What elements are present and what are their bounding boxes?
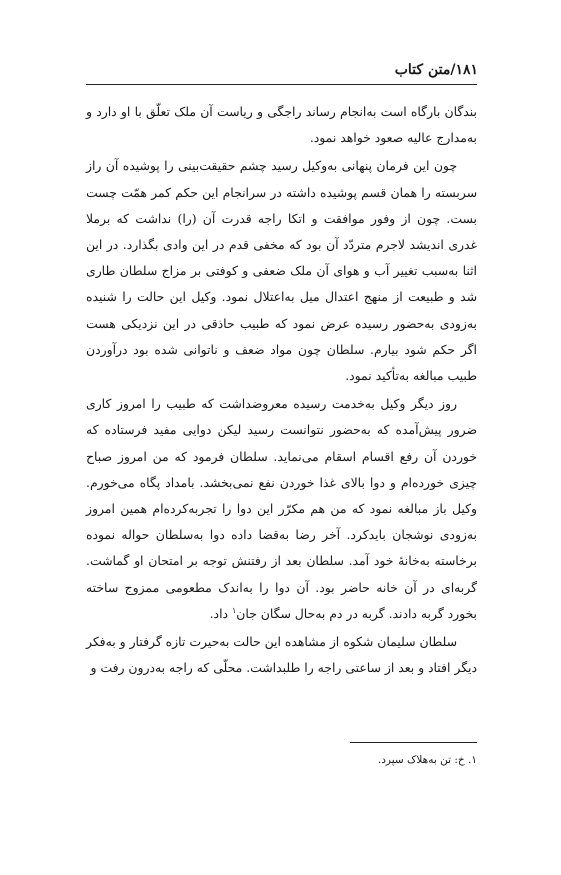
paragraph xyxy=(86,629,477,681)
footnote-rule xyxy=(350,742,477,743)
paragraph-text: سلطان سلیمان شکوه از مشاهده این حالت به‌حیرت تازه گرفتار و به‌فکر دیگر افتاد و بعد از ساعتی راجه را طلبداشت. محلّی که راجه به‌درون رفت و xyxy=(86,634,477,676)
paragraph-text: چون این فرمان پنهانی به‌وکیل رسید چشم حقیقت‌بینی را پوشیده آن راز سربسته را همان قسم پوشیده داشته در سرانجام این حکم کمر همّت چست بست. چون از وفور موافقت و اتکا راجه قدرت آن (را) نداشت که برملا غدری اندیشد لاجرم متردّد آن بود که مخفی قدم در این وادی بگذارد. در این اثنا به‌سبب تغییر آب و هوای آن ملک ضعفی و کوفتی بر مزاج سلطان طاری شد و طبیعت از منهج اعتدال میل به‌اعتلال نمود. وکیل این حالت را شنیده به‌زودی به‌حضور رسیده عرض نمود که طبیب حاذقی در این نزدیکی هست اگر حکم شود بیارم. سلطان چون مواد ضعف و ناتوانی شده بود درآوردن طبیب مبالغه به‌تأکید نمود. xyxy=(86,158,477,384)
paragraph xyxy=(86,391,477,627)
running-header xyxy=(86,62,478,84)
paragraph-tail: داد. xyxy=(209,605,232,621)
main-text xyxy=(86,99,477,681)
paragraph xyxy=(86,99,477,151)
footnote-marker: ۱ xyxy=(231,605,237,615)
paragraph-text: روز دیگر وکیل به‌خدمت رسیده معروضداشت که طبیب را امروز کاری ضرور پیش‌آمده که به‌حضور نتوانست رسید لیکن دوایی مفید فرستاده که خوردن آن رفع اقسام اسقام می‌نماید. سلطان فرمود که من امروز صباح چیزی خورده‌ام و دوا بالای غذا خوردن نفع نمی‌بخشد. بامداد پگاه می‌خورم. وکیل باز مبالغه نمود که من هم مکرّر این دوا را تجربه‌کرده‌ام همین امروز به‌زودی نوشجان بایدکرد. آخر رضا به‌قضا داده دوا به‌سلطان حواله نموده برخاسته به‌خانهٔ خود آمد. سلطان بعد از رفتنش توجه بر امتحان او گماشت. گربه‌ای در آن خانه حاضر بود. آن دوا را به‌اندک مطعومی ممزوج ساخته بخورد گربه دادند. گربه در دم به‌حال سگان جان xyxy=(86,396,477,621)
paragraph-text: بندگان بارگاه است به‌انجام رساند راجگی و ریاست آن ملک تعلّق با او دارد و به‌مدارج عالیه صعود خواهد نمود. xyxy=(86,104,477,146)
running-title: ۱۸۱/متن کتاب xyxy=(394,62,478,78)
footnote-text: ۱. خ: تن به‌هلاک سپرد. xyxy=(377,754,477,766)
footnote xyxy=(200,752,477,768)
header-rule xyxy=(86,84,477,85)
paragraph xyxy=(86,153,477,389)
